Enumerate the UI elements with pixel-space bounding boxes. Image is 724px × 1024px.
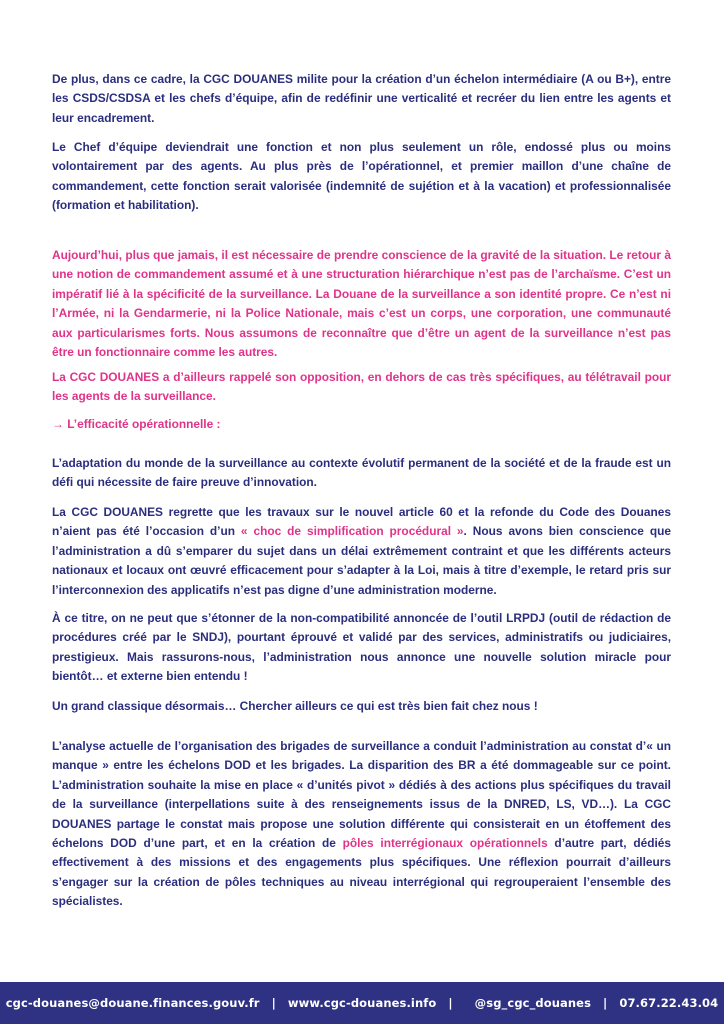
footer-bar: [0, 982, 724, 1024]
paragraph-grand-classique: Un grand classique désormais… Chercher ailleurs ce qui est très bien fait chez nous !: [52, 699, 538, 713]
footer-phone[interactable]: 07.67.22.43.04: [619, 996, 719, 1010]
highlight-poles-interregionaux: pôles interrégionaux opérationnels: [342, 836, 548, 851]
text-segment: d’autre part, dédiés effectivement à des missions et des engagements plus spécifiques. Une réflexion pourrait d’ailleurs s’engager sur la création de pôles techniques au niveau interrégional qui regrouperaient l’ensemble des spécialistes.: [52, 836, 671, 909]
paragraph-telework: La CGC DOUANES a d’ailleurs rappelé son opposition, en dehors de cas très spécifiques, au télétravail pour les agents de la surveillance.: [52, 370, 671, 404]
footer-email-link[interactable]: cgc-douanes@douane.finances.gouv.fr: [5, 996, 260, 1010]
footer-website-link[interactable]: www.cgc-douanes.info: [287, 996, 437, 1010]
paragraph-article-60: [52, 503, 671, 600]
paragraph-team-leader: Le Chef d’équipe deviendrait une fonction et non plus seulement un rôle, endossé plus ou moins volontairement par des agents. Au plus près de l’opérationnel, et premier maillon d’une chaîne de commandement, cette fonction serait valorisée (indemnité de sujétion et à la vacation) et professionnalisée (formation et habilitation).: [52, 140, 671, 213]
footer-separator: |: [271, 996, 276, 1010]
text-segment: L’analyse actuelle de l’organisation des brigades de surveillance a conduit l’administration au constat d’« un manque » entre les échelons DOD et les brigades. La disparition des BR a été dommageable sur ce point. L’administration souhaite la mise en place « d’unités pivot » dédiés à des actions plus spécifiques du travail de la surveillance (interpellations suite à des renseignements issus de la DNRED, LS, VD…). La CGC DOUANES partage le constat mais propose une solution différente qui consisterait en un étoffement des échelons DOD d’une part, et en la création de: [52, 739, 671, 851]
highlight-choc-simplification: « choc de simplification procédural »: [240, 524, 464, 539]
section-heading-efficacite: → L’efficacité opérationnelle :: [52, 417, 221, 431]
paragraph-brigades-analysis: [52, 737, 671, 912]
paragraph-command-structure: Aujourd’hui, plus que jamais, il est nécessaire de prendre conscience de la gravité de la situation. Le retour à une notion de commandement assumé et à une structuration hiérarchique n’est pas de l’archaïsme. C’est un impératif lié à la spécificité de la surveillance. La Douane de la surveillance a son identité propre. Ce n’est ni l’Armée, ni la Gendarmerie, ni la Police Nationale, mais c’est un corps, une corporation, une communauté aux particularismes forts. Nous assumons de reconnaître que d’être un agent de la surveillance n’est pas être un fonctionnaire comme les autres.: [52, 248, 671, 360]
paragraph-intermediate-echelon: De plus, dans ce cadre, la CGC DOUANES milite pour la création d’un échelon intermédiaire (A ou B+), entre les CSDS/CSDSA et les chefs d’équipe, afin de redéfinir une verticalité et recréer du lien entre les agents et leur encadrement.: [52, 72, 671, 125]
paragraph-lrpdj: À ce titre, on ne peut que s’étonner de la non-compatibilité annoncée de l’outil LRPDJ (outil de rédaction de procédures créé par le SNDJ), pourtant éprouvé et validé par des services, administratifs ou judiciaires, prestigieux. Mais rassurons-nous, l’administration nous annonce une nouvelle solution miracle pour bientôt… et externe bien entendu !: [52, 611, 671, 684]
text-segment: La CGC DOUANES regrette que les travaux sur le nouvel article 60 et la refonde du Code des Douanes n’aient pas été l’occasion d’un: [52, 505, 671, 539]
footer-separator: |: [448, 996, 453, 1010]
paragraph-adaptation: L’adaptation du monde de la surveillance au contexte évolutif permanent de la société et de la fraude est un défi qui nécessite de faire preuve d’innovation.: [52, 456, 671, 490]
text-segment: . Nous avons bien conscience que l’administration a dû s’emparer du sujet dans un délai extrêmement contraint et que les différents acteurs nationaux et locaux ont œuvré efficacement pour s’adapter à la Loi, mais à titre d’exemple, le retard pris sur l’interconnexion des applicatifs n’est pas digne d’une administration moderne.: [52, 524, 671, 597]
footer-social-handle[interactable]: @sg_cgc_douanes: [474, 996, 592, 1010]
footer-separator: |: [603, 996, 608, 1010]
